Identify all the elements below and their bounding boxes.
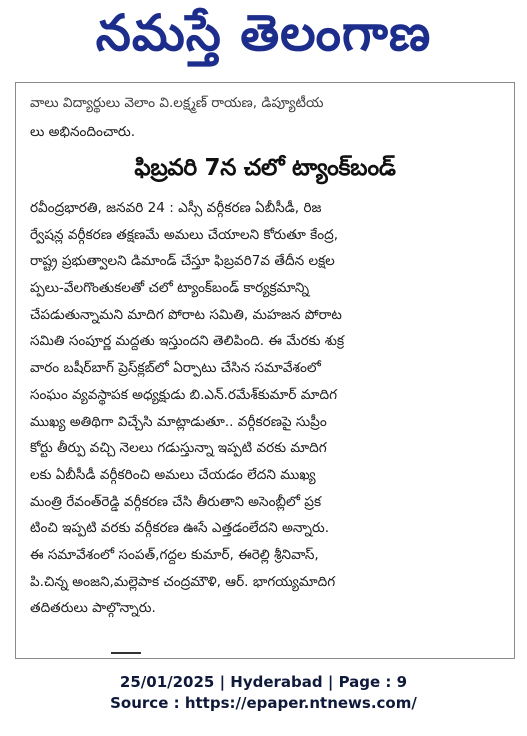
article-line: సంఘం వ్యవస్థాపక అధ్యక్షుడు బి.ఎన్.రమేశ్‌కుమార్ మాదిగ [30,386,338,403]
article-line: మంత్రి రేవంత్‌రెడ్డి వర్గీకరణ చేసి తీరుతాని అసెంబ్లీలో ప్రక [30,493,322,510]
previous-article-line: లు అభినందించారు. [30,124,136,140]
source-line: Source : https://epaper.ntnews.com/ [110,694,417,712]
article-line: ఈ సమావేశంలో సంపత్,గద్దల కుమార్, ఈరెల్లి శ్రీనివాస్, [30,546,319,563]
article-line: సమితి సంపూర్ణ మద్దతు ఇస్తుందని తెలిపింది. ఈ మేరకు శుక్ర [30,333,345,350]
clipping-footer [0,672,527,714]
article-line: ముఖ్య అతిథిగా విచ్చేసి మాట్లాడుతూ.. వర్గీకరణపై సుప్రీం [30,413,327,430]
article-line: కోర్టు తీర్పు వచ్చి నెలలు గడుస్తున్నా ఇప్పటి వరకు మాదిగ [30,440,327,457]
article-line: ప్పలు-వేలగొంతుకలతో చలో ట్యాంక్‌బండ్ కార్యక్రమాన్ని [30,280,310,297]
next-article-cut-edge [111,652,141,659]
news-clipping [15,82,515,659]
article-line: తదితరులు పాల్గొన్నారు. [30,600,156,617]
article-line: వారం బషీర్‌బాగ్ ప్రెస్‌క్లబ్‌లో ఏర్పాటు చేసిన సమావేశంలో [30,360,321,377]
clipping-content [30,93,500,622]
article-line: ర్వేషన్ల వర్గీకరణ తక్షణమే అమలు చేయాలని కోరుతూ కేంద్ర, [30,226,339,243]
article-line: చేపడుతున్నామని మాదిగ పోరాట సమితి, మహజన పోరాట [30,306,342,323]
article-line: పి.చిన్న అంజని,మల్లెపాక చంద్రమౌళి, ఆర్. భాగయ్యమాదిగ [30,573,336,590]
newspaper-logo: నమస్తే తెలంగాణ [95,3,432,62]
article-headline: ఫిబ్రవరి 7న చలో ట్యాంక్‌బండ్ [134,155,396,181]
masthead [0,0,527,78]
article-line: రవీంద్రభారతి, జనవరి 24 : ఎస్సీ వర్గీకరణ ఏబీసీడీ, రిజ [30,200,322,216]
article-line: లకు ఏబీసీడీ వర్గీకరించి అమలు చేయడం లేదని ముఖ్య [30,466,316,483]
article-line: రాష్ట్ర ప్రభుత్వాలని డిమాండ్ చేస్తూ ఫిబ్రవరి7వ తేదీన లక్షల [30,253,335,270]
dateline: 25/01/2025 | Hyderabad | Page : 9 [119,673,408,691]
previous-article-line: వాలు విద్యార్థులు వెలాం వి.లక్ష్మణ్ రాయణ, డిప్యూటీయ [30,95,324,111]
article-line: టించి ఇప్పటి వరకు వర్గీకరణ ఊసే ఎత్తడంలేదని అన్నారు. [30,520,330,537]
